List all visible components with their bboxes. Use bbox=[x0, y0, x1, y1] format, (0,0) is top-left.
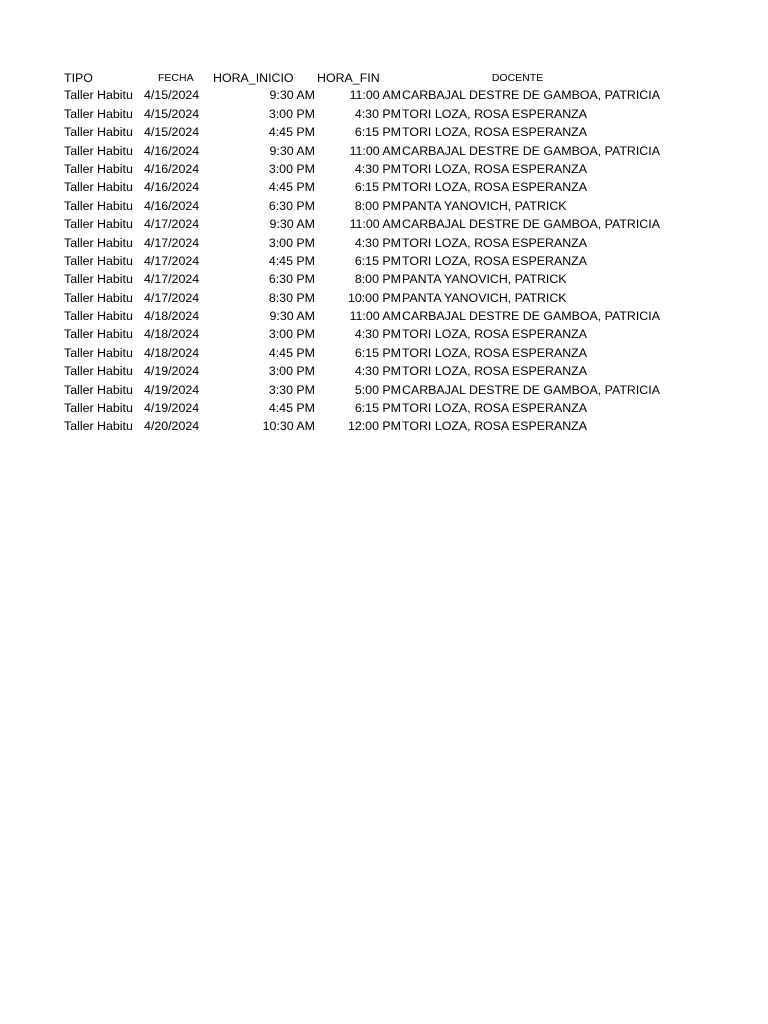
cell-hora-fin: 11:00 AM bbox=[349, 217, 401, 232]
cell-fecha: 4/15/2024 bbox=[144, 125, 200, 140]
cell-hora-fin: 12:00 PM bbox=[347, 419, 401, 434]
cell-tipo: Taller Habitu bbox=[64, 235, 133, 250]
table-row bbox=[62, 399, 662, 417]
cell-tipo: Taller Habitu bbox=[64, 106, 133, 121]
cell-tipo: Taller Habitu bbox=[64, 290, 133, 305]
cell-hora-inicio: 9:30 AM bbox=[269, 88, 315, 103]
header-tipo: TIPO bbox=[64, 71, 93, 85]
cell-hora-inicio: 9:30 AM bbox=[269, 143, 315, 158]
cell-docente: TORI LOZA, ROSA ESPERANZA bbox=[402, 180, 587, 195]
cell-hora-inicio: 6:30 PM bbox=[268, 198, 315, 213]
cell-fecha: 4/20/2024 bbox=[144, 419, 200, 434]
cell-hora-inicio: 3:00 PM bbox=[268, 235, 315, 250]
cell-fecha: 4/15/2024 bbox=[144, 106, 200, 121]
table-row bbox=[62, 381, 662, 399]
table-row bbox=[62, 252, 662, 270]
cell-docente: PANTA YANOVICH, PATRICK bbox=[402, 198, 567, 213]
cell-hora-inicio: 3:00 PM bbox=[268, 161, 315, 176]
header-hora-fin: HORA_FIN bbox=[317, 71, 380, 85]
cell-docente: CARBAJAL DESTRE DE GAMBOA, PATRICIA bbox=[402, 309, 660, 324]
cell-fecha: 4/18/2024 bbox=[144, 345, 200, 360]
cell-fecha: 4/16/2024 bbox=[144, 198, 200, 213]
cell-tipo: Taller Habitu bbox=[64, 88, 133, 103]
table-row bbox=[62, 215, 662, 233]
cell-hora-inicio: 3:00 PM bbox=[268, 327, 315, 342]
cell-fecha: 4/19/2024 bbox=[144, 401, 200, 416]
table-row bbox=[62, 234, 662, 252]
cell-tipo: Taller Habitu bbox=[64, 345, 133, 360]
cell-fecha: 4/17/2024 bbox=[144, 272, 200, 287]
table-row bbox=[62, 160, 662, 178]
cell-fecha: 4/17/2024 bbox=[144, 217, 200, 232]
table-row bbox=[62, 178, 662, 196]
table-row bbox=[62, 105, 662, 123]
cell-tipo: Taller Habitu bbox=[64, 382, 133, 397]
cell-fecha: 4/19/2024 bbox=[144, 382, 200, 397]
header-docente: DOCENTE bbox=[491, 72, 544, 84]
cell-docente: PANTA YANOVICH, PATRICK bbox=[402, 272, 567, 287]
cell-hora-fin: 6:15 PM bbox=[354, 253, 401, 268]
cell-docente: TORI LOZA, ROSA ESPERANZA bbox=[402, 327, 587, 342]
cell-docente: TORI LOZA, ROSA ESPERANZA bbox=[402, 419, 587, 434]
cell-docente: TORI LOZA, ROSA ESPERANZA bbox=[402, 235, 587, 250]
cell-hora-inicio: 3:00 PM bbox=[268, 364, 315, 379]
cell-hora-fin: 4:30 PM bbox=[354, 161, 401, 176]
cell-hora-inicio: 4:45 PM bbox=[268, 345, 315, 360]
cell-hora-fin: 6:15 PM bbox=[354, 125, 401, 140]
cell-tipo: Taller Habitu bbox=[64, 217, 133, 232]
cell-docente: PANTA YANOVICH, PATRICK bbox=[402, 290, 567, 305]
table-row bbox=[62, 123, 662, 141]
cell-docente: TORI LOZA, ROSA ESPERANZA bbox=[402, 401, 587, 416]
cell-fecha: 4/17/2024 bbox=[144, 290, 200, 305]
table-row bbox=[62, 197, 662, 215]
cell-tipo: Taller Habitu bbox=[64, 327, 133, 342]
cell-hora-fin: 4:30 PM bbox=[354, 364, 401, 379]
cell-hora-fin: 11:00 AM bbox=[349, 88, 401, 103]
cell-docente: TORI LOZA, ROSA ESPERANZA bbox=[402, 125, 587, 140]
cell-hora-inicio: 6:30 PM bbox=[268, 272, 315, 287]
cell-docente: CARBAJAL DESTRE DE GAMBOA, PATRICIA bbox=[402, 382, 660, 397]
schedule-table bbox=[62, 68, 662, 436]
cell-hora-fin: 5:00 PM bbox=[354, 382, 401, 397]
cell-tipo: Taller Habitu bbox=[64, 401, 133, 416]
table-row bbox=[62, 289, 662, 307]
cell-fecha: 4/16/2024 bbox=[144, 161, 200, 176]
cell-hora-fin: 6:15 PM bbox=[354, 345, 401, 360]
cell-tipo: Taller Habitu bbox=[64, 253, 133, 268]
cell-tipo: Taller Habitu bbox=[64, 309, 133, 324]
cell-fecha: 4/18/2024 bbox=[144, 327, 200, 342]
cell-hora-inicio: 3:00 PM bbox=[268, 106, 315, 121]
cell-hora-inicio: 4:45 PM bbox=[268, 253, 315, 268]
cell-docente: TORI LOZA, ROSA ESPERANZA bbox=[402, 253, 587, 268]
cell-fecha: 4/16/2024 bbox=[144, 143, 200, 158]
cell-hora-fin: 8:00 PM bbox=[354, 272, 401, 287]
cell-fecha: 4/18/2024 bbox=[144, 309, 200, 324]
cell-tipo: Taller Habitu bbox=[64, 125, 133, 140]
cell-hora-fin: 4:30 PM bbox=[354, 327, 401, 342]
cell-fecha: 4/16/2024 bbox=[144, 180, 200, 195]
cell-hora-fin: 4:30 PM bbox=[354, 106, 401, 121]
cell-hora-inicio: 4:45 PM bbox=[268, 180, 315, 195]
cell-hora-fin: 6:15 PM bbox=[354, 401, 401, 416]
cell-hora-fin: 6:15 PM bbox=[354, 180, 401, 195]
cell-fecha: 4/17/2024 bbox=[144, 253, 200, 268]
cell-tipo: Taller Habitu bbox=[64, 143, 133, 158]
cell-docente: TORI LOZA, ROSA ESPERANZA bbox=[402, 345, 587, 360]
cell-tipo: Taller Habitu bbox=[64, 198, 133, 213]
table-row bbox=[62, 142, 662, 160]
cell-hora-inicio: 4:45 PM bbox=[268, 401, 315, 416]
cell-fecha: 4/19/2024 bbox=[144, 364, 200, 379]
table-row bbox=[62, 344, 662, 362]
table-row bbox=[62, 86, 662, 104]
cell-tipo: Taller Habitu bbox=[64, 419, 133, 434]
cell-hora-fin: 10:00 PM bbox=[347, 290, 401, 305]
cell-tipo: Taller Habitu bbox=[64, 364, 133, 379]
cell-docente: CARBAJAL DESTRE DE GAMBOA, PATRICIA bbox=[402, 88, 660, 103]
table-row bbox=[62, 362, 662, 380]
cell-hora-inicio: 9:30 AM bbox=[269, 217, 315, 232]
cell-tipo: Taller Habitu bbox=[64, 161, 133, 176]
table-body bbox=[62, 86, 662, 435]
header-fecha: FECHA bbox=[158, 72, 194, 84]
table-row bbox=[62, 325, 662, 343]
table-row bbox=[62, 417, 662, 435]
cell-hora-fin: 8:00 PM bbox=[354, 198, 401, 213]
cell-hora-inicio: 3:30 PM bbox=[268, 382, 315, 397]
cell-tipo: Taller Habitu bbox=[64, 272, 133, 287]
cell-fecha: 4/15/2024 bbox=[144, 88, 200, 103]
cell-docente: TORI LOZA, ROSA ESPERANZA bbox=[402, 364, 587, 379]
table-row bbox=[62, 307, 662, 325]
cell-hora-inicio: 8:30 PM bbox=[268, 290, 315, 305]
header-hora-inicio: HORA_INICIO bbox=[213, 71, 294, 85]
cell-docente: TORI LOZA, ROSA ESPERANZA bbox=[402, 106, 587, 121]
cell-hora-fin: 11:00 AM bbox=[349, 143, 401, 158]
cell-hora-fin: 11:00 AM bbox=[349, 309, 401, 324]
cell-fecha: 4/17/2024 bbox=[144, 235, 200, 250]
table-header-row bbox=[62, 68, 662, 86]
cell-hora-inicio: 4:45 PM bbox=[268, 125, 315, 140]
table-row bbox=[62, 270, 662, 288]
cell-hora-fin: 4:30 PM bbox=[354, 235, 401, 250]
cell-hora-inicio: 9:30 AM bbox=[269, 309, 315, 324]
cell-docente: CARBAJAL DESTRE DE GAMBOA, PATRICIA bbox=[402, 217, 660, 232]
cell-tipo: Taller Habitu bbox=[64, 180, 133, 195]
cell-docente: CARBAJAL DESTRE DE GAMBOA, PATRICIA bbox=[402, 143, 660, 158]
cell-docente: TORI LOZA, ROSA ESPERANZA bbox=[402, 161, 587, 176]
cell-hora-inicio: 10:30 AM bbox=[262, 419, 315, 434]
